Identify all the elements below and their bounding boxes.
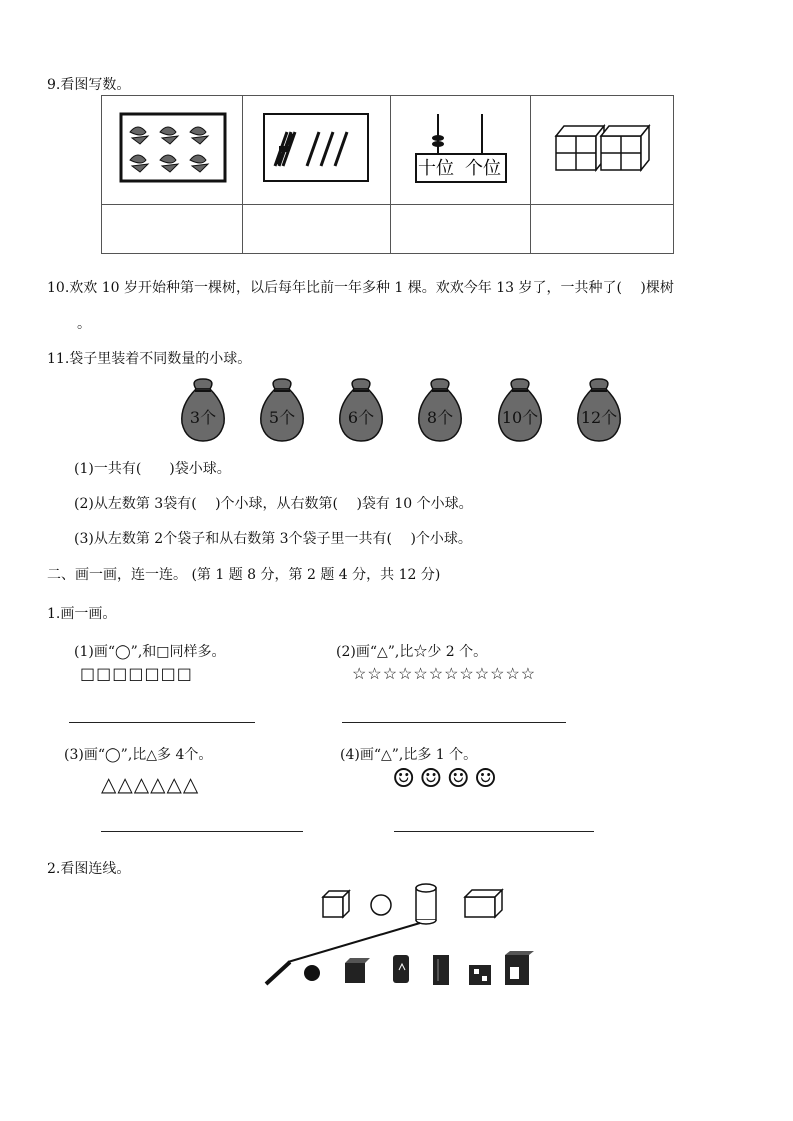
can-icon[interactable] [393, 955, 409, 983]
box-icon[interactable] [345, 958, 370, 983]
abacus-icon [391, 96, 530, 200]
q9-answer-2[interactable] [243, 205, 391, 254]
ball-icon[interactable] [304, 965, 320, 981]
bag-label: 6个 [347, 408, 375, 427]
q9-cell-abacus [391, 96, 531, 205]
sphere-icon[interactable] [371, 895, 391, 915]
q9-table [101, 95, 674, 254]
draw-title: 1.画一画。 [47, 606, 117, 622]
draw-p4-text: (4)画“△”,比多 1 个。 [340, 747, 478, 763]
draw-p3-text: (3)画“◯”,比△多 4个。 [64, 747, 213, 763]
q10-text: 10.欢欢 10 岁开始种第一棵树，以后每年比前一年多种 1 棵。欢欢今年 13 岁了，一共种了( )棵树 [47, 280, 674, 296]
cuboid-icon[interactable] [465, 890, 502, 917]
abacus-tens-label: 十位 [418, 158, 454, 179]
gift-box-icon[interactable] [469, 965, 491, 985]
bag-label: 3个 [189, 408, 217, 427]
ball-bag [415, 375, 465, 445]
abacus-ones-label: 个位 [465, 158, 501, 179]
ball-bag [574, 375, 624, 445]
sticks-bundle-icon [243, 96, 390, 200]
q9-answer-4[interactable] [531, 205, 674, 254]
bag-label: 10个 [501, 408, 539, 427]
q9-answer-3[interactable] [391, 205, 531, 254]
draw-p2-text: (2)画“△”,比☆少 2 个。 [336, 644, 488, 660]
q11-sub3: (3)从左数第 2个袋子和从右数第 3个袋子里一共有( )个小球。 [74, 531, 472, 547]
bag-label: 5个 [268, 408, 296, 427]
q9-cell-cubes [531, 96, 674, 205]
draw-p4-answer-line[interactable] [394, 831, 594, 832]
ball-bag [495, 375, 545, 445]
draw-p2-stars: ☆☆☆☆☆☆☆☆☆☆☆☆ [352, 664, 537, 683]
carton-icon[interactable] [505, 951, 534, 985]
stick-icon[interactable] [266, 962, 290, 984]
draw-p2-answer-line[interactable] [342, 722, 566, 723]
q11-title: 11.袋子里装着不同数量的小球。 [47, 351, 252, 367]
ball-bag [178, 375, 228, 445]
connect-figure [250, 875, 550, 995]
bag-label: 12个 [580, 408, 618, 427]
ball-bag [336, 375, 386, 445]
tall-box-icon[interactable] [433, 955, 449, 985]
draw-p1-text: (1)画“◯”,和□同样多。 [74, 644, 226, 660]
connect-title: 2.看图连线。 [47, 861, 131, 877]
q11-sub2: (2)从左数第 3袋有( )个小球，从右数第( )袋有 10 个小球。 [74, 496, 473, 512]
draw-p3-answer-line[interactable] [101, 831, 303, 832]
ball-bag [257, 375, 307, 445]
q10-text-cont: 。 [77, 316, 91, 332]
cylinder-icon[interactable] [416, 884, 436, 924]
cube-icon[interactable] [323, 891, 349, 917]
q9-cell-birds [102, 96, 243, 205]
q9-cell-sticks [243, 96, 391, 205]
draw-p1-answer-line[interactable] [69, 722, 255, 723]
draw-p4-smileys: ☺☺☺☺ [392, 764, 502, 794]
bag-label: 8个 [426, 408, 454, 427]
birds-picture-icon [102, 96, 242, 200]
cubes-icon [531, 96, 673, 200]
draw-p1-squares: □□□□□□□ [80, 664, 193, 683]
q9-answer-1[interactable] [102, 205, 243, 254]
section2-title: 二、画一画，连一连。 (第 1 题 8 分，第 2 题 4 分，共 12 分) [47, 567, 441, 583]
q11-sub1: (1)一共有( )袋小球。 [74, 461, 231, 477]
q9-title: 9.看图写数。 [47, 77, 131, 93]
draw-p3-triangles: △△△△△△ [101, 772, 200, 796]
